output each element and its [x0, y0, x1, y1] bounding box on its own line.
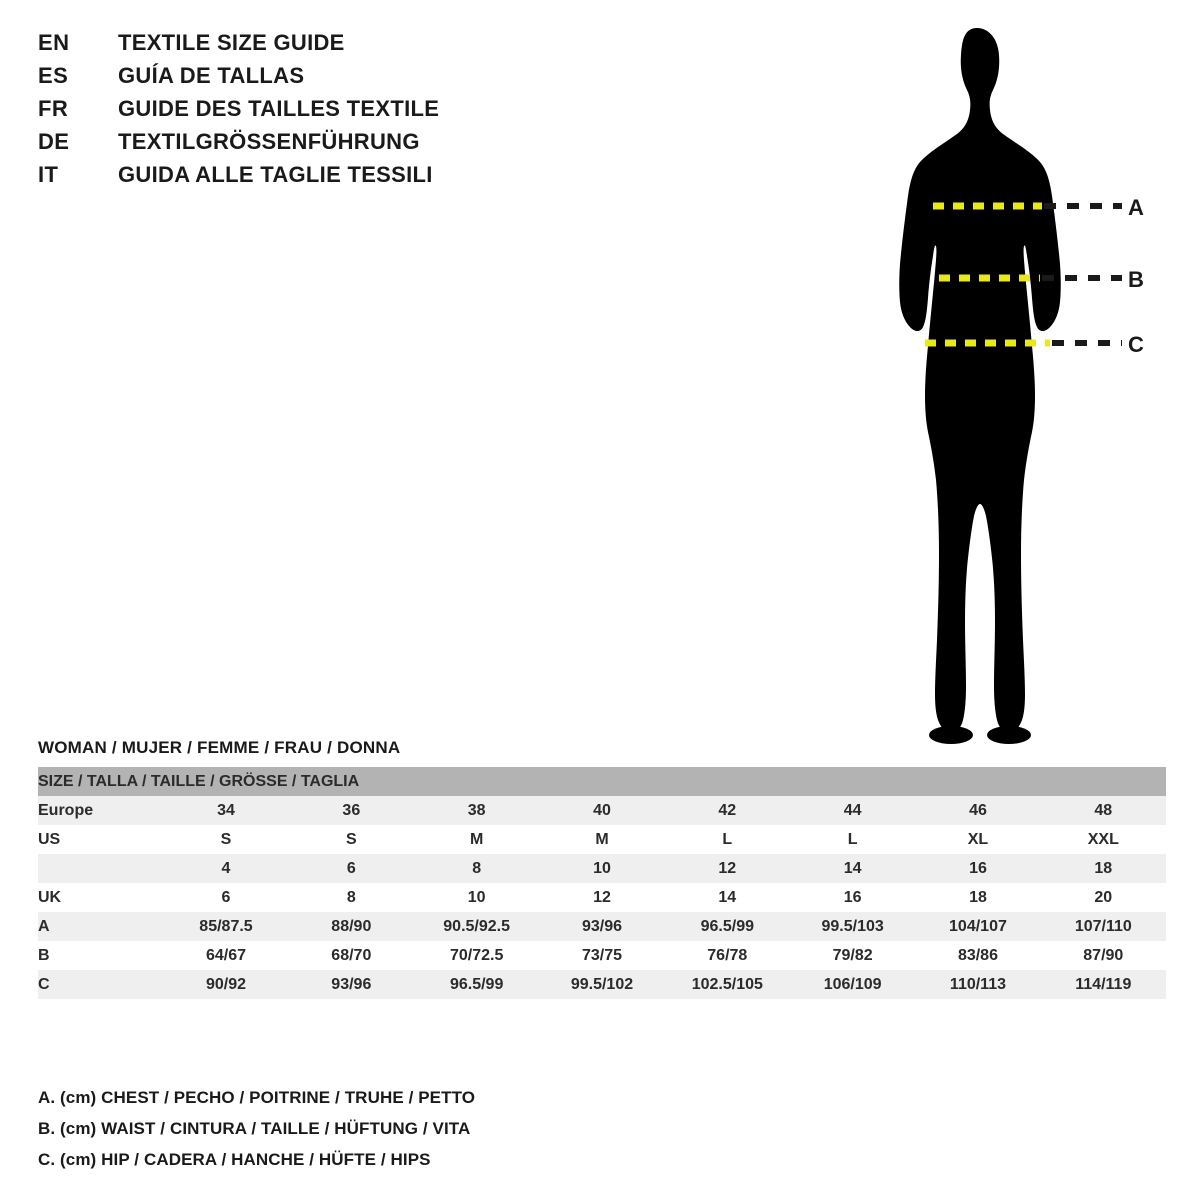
cell: 18	[969, 888, 987, 906]
legend-line-a: A. (cm) CHEST / PECHO / POITRINE / TRUHE / PETTO	[38, 1088, 476, 1107]
cell: 10	[593, 859, 611, 877]
size-table-section	[38, 738, 1166, 999]
table-row	[38, 970, 1166, 999]
cell: 73/75	[581, 946, 622, 964]
marker-label-c: C	[1128, 332, 1144, 357]
cell: 46	[969, 801, 987, 819]
table-header-label: SIZE / TALLA / TAILLE / GRÖSSE / TAGLIA	[38, 767, 1166, 796]
cell: 14	[843, 859, 862, 877]
cell: S	[345, 830, 357, 848]
cell: 90.5/92.5	[443, 917, 511, 935]
cell: 40	[593, 801, 611, 819]
cell: 106/109	[823, 975, 882, 993]
cell: XL	[967, 830, 989, 848]
cell: 14	[718, 888, 737, 906]
cell: 85/87.5	[199, 917, 253, 935]
title-lang-fr: FR	[38, 96, 69, 121]
cell: 36	[342, 801, 361, 819]
title-lang-it: IT	[38, 162, 59, 187]
title-row-fr	[38, 96, 558, 129]
female-silhouette-icon	[860, 10, 1190, 750]
table-row	[38, 883, 1166, 912]
cell: 93/96	[581, 917, 622, 935]
title-lang-en: EN	[38, 30, 70, 55]
cell: 10	[467, 888, 486, 906]
cell: 18	[1094, 859, 1113, 877]
cell: 107/110	[1074, 917, 1132, 935]
cell: 20	[1094, 888, 1113, 906]
measurement-figure	[860, 10, 1190, 750]
title-text-es: GUÍA DE TALLAS	[118, 63, 305, 88]
table-row	[38, 796, 1166, 825]
cell: M	[595, 830, 609, 848]
title-text-en: TEXTILE SIZE GUIDE	[118, 30, 345, 55]
cell: 44	[843, 801, 862, 819]
cell: 68/70	[331, 946, 372, 964]
title-row-en	[38, 30, 558, 63]
cell: 16	[843, 888, 862, 906]
table-group-label: WOMAN / MUJER / FEMME / FRAU / DONNA	[38, 738, 401, 757]
title-block	[38, 30, 558, 195]
size-table	[38, 767, 1166, 999]
title-text-fr: GUIDE DES TAILLES TEXTILE	[118, 96, 440, 121]
row-label-europe: Europe	[38, 801, 94, 819]
cell: 96.5/99	[700, 917, 754, 935]
table-header-row	[38, 767, 1166, 796]
cell: 12	[718, 859, 737, 877]
cell: 4	[221, 859, 231, 877]
cell: 42	[718, 801, 737, 819]
cell: 6	[346, 859, 356, 877]
marker-label-b: B	[1128, 267, 1144, 292]
table-row	[38, 941, 1166, 970]
title-lang-de: DE	[38, 129, 70, 154]
table-row	[38, 825, 1166, 854]
row-label-us: US	[38, 830, 61, 848]
table-row	[38, 854, 1166, 883]
cell: M	[469, 830, 484, 848]
row-label-c: C	[38, 975, 50, 993]
measurement-legend	[38, 1088, 738, 1181]
cell: 99.5/102	[570, 975, 634, 993]
row-label-us-numeric	[38, 854, 163, 883]
marker-label-a: A	[1128, 195, 1144, 220]
cell: 79/82	[832, 946, 873, 964]
table-row	[38, 912, 1166, 941]
cell: 87/90	[1083, 946, 1124, 964]
title-lang-es: ES	[38, 63, 69, 88]
cell: 76/78	[707, 946, 748, 964]
cell: 34	[217, 801, 235, 819]
cell: 16	[969, 859, 987, 877]
cell: 96.5/99	[449, 975, 504, 993]
title-text-de: TEXTILGRÖSSENFÜHRUNG	[118, 129, 420, 154]
title-text-it: GUIDA ALLE TAGLIE TESSILI	[118, 162, 433, 187]
title-row-es	[38, 63, 558, 96]
title-row-de	[38, 129, 558, 162]
legend-line-c: C. (cm) HIP / CADERA / HANCHE / HÜFTE / HIPS	[38, 1150, 431, 1169]
cell: 48	[1094, 801, 1113, 819]
cell: 114/119	[1075, 975, 1132, 993]
row-label-b: B	[38, 946, 50, 964]
cell: 102.5/105	[691, 975, 763, 993]
cell: 88/90	[331, 917, 372, 935]
title-row-it	[38, 162, 558, 195]
cell: L	[847, 830, 858, 848]
cell: 93/96	[331, 975, 372, 993]
cell: 64/67	[205, 946, 247, 964]
legend-line-b: B. (cm) WAIST / CINTURA / TAILLE / HÜFTUNG / VITA	[38, 1119, 471, 1138]
cell: 110/113	[949, 975, 1006, 993]
row-label-uk: UK	[38, 888, 62, 906]
row-label-a: A	[38, 917, 50, 935]
cell: L	[722, 830, 733, 848]
cell: 90/92	[205, 975, 247, 993]
cell: XXL	[1087, 830, 1119, 848]
cell: 99.5/103	[821, 917, 884, 935]
cell: 8	[472, 859, 482, 877]
cell: 12	[593, 888, 611, 906]
cell: 83/86	[957, 946, 998, 964]
silhouette-path	[899, 28, 1061, 732]
cell: 6	[221, 888, 231, 906]
cell: 70/72.5	[449, 946, 504, 964]
cell: 104/107	[949, 917, 1007, 935]
cell: 38	[467, 801, 486, 819]
cell: 8	[346, 888, 356, 906]
cell: S	[220, 830, 232, 848]
